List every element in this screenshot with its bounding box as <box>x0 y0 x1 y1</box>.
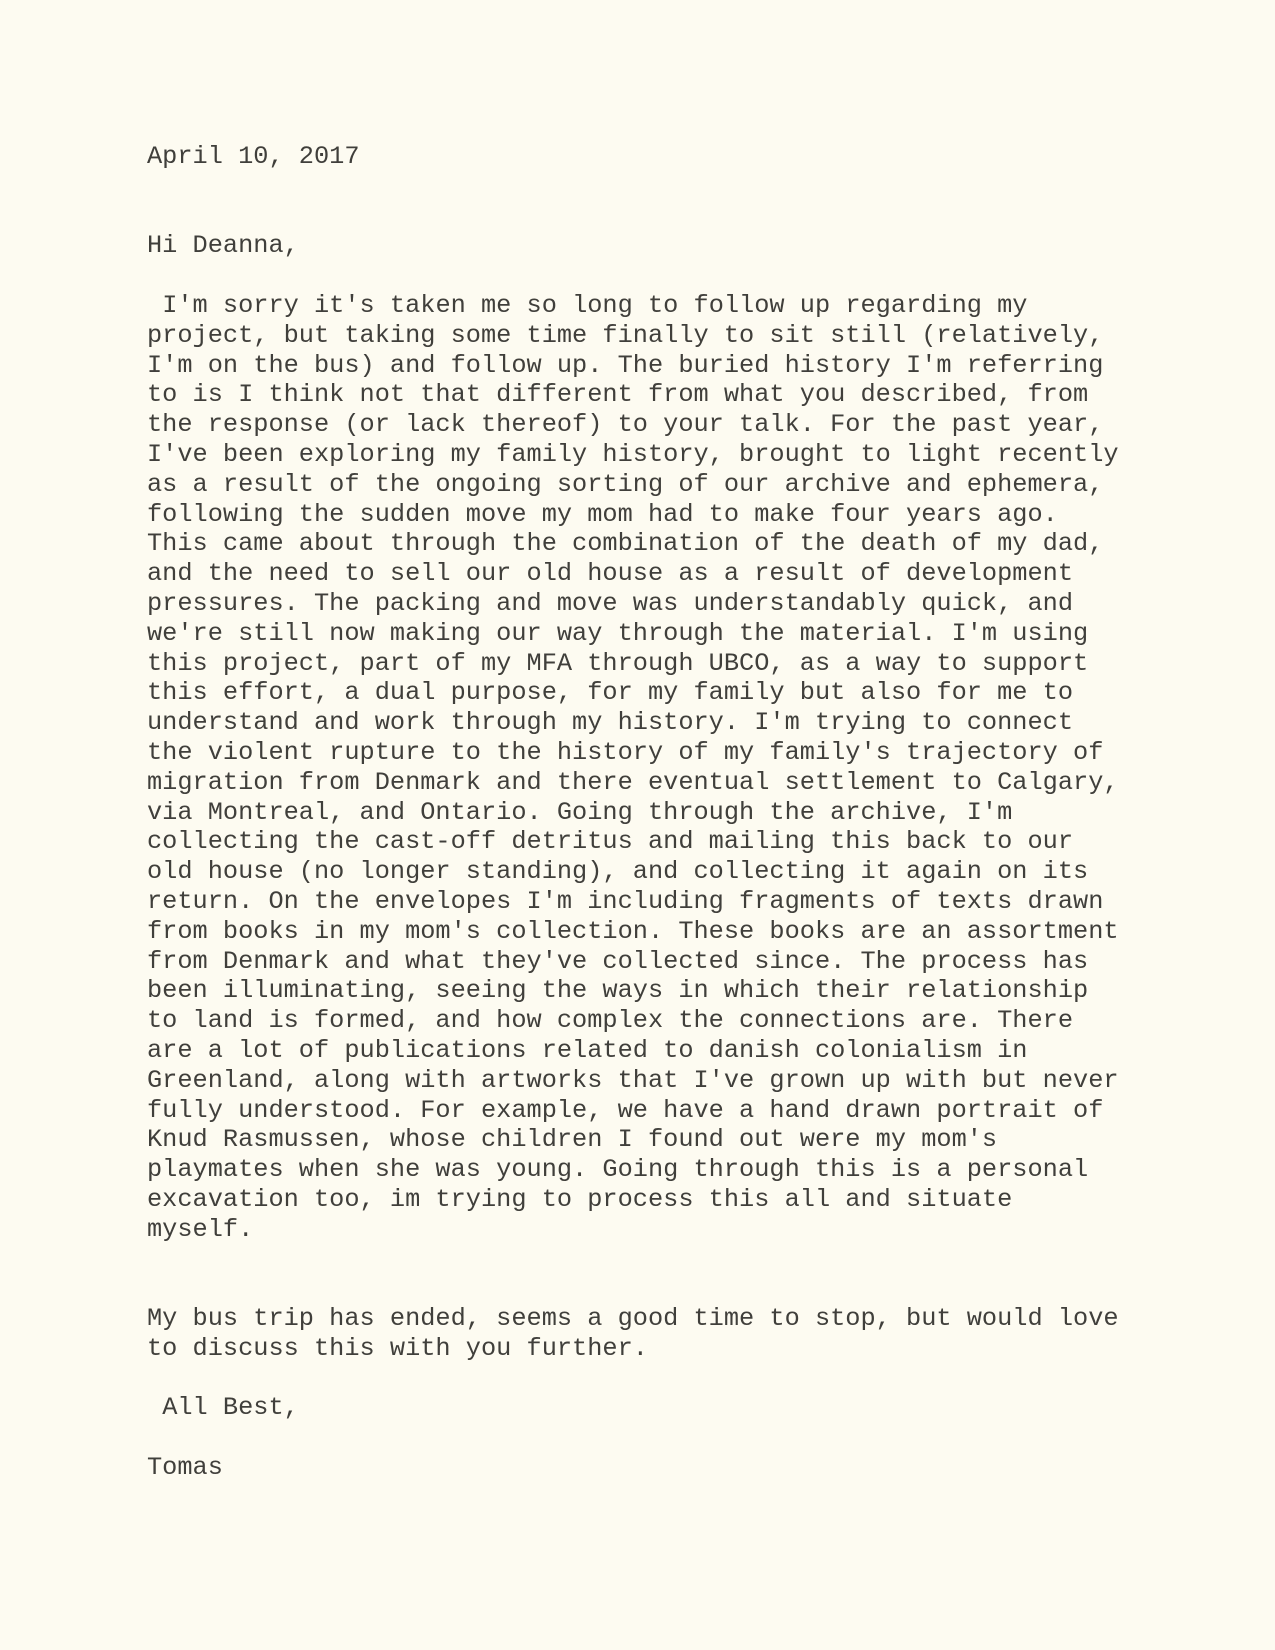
spacer <box>147 261 1245 291</box>
letter-date: April 10, 2017 <box>147 142 360 171</box>
spacer <box>147 1244 1245 1304</box>
spacer <box>147 1423 1245 1453</box>
letter-greeting: Hi Deanna, <box>147 231 299 261</box>
letter-body: I'm sorry it's taken me so long to follow up regarding my project, but taking some time finally to sit still (relatively, I'm on the bus) and follow up. The buried history I'm referring to is I think not that different from what you described, from the response (or lack thereof) to your talk. For the past year, I've been exploring my family history, brought to light recently as a result of the ongoing sorting of our archive and ephemera, following the sudden move my mom had to make four years ago. This came about through the combination of the death of my dad, and the need to sell our old house as a result of development pressures. The packing and move was understandably quick, and we're still now making our way through the material. I'm using this project, part of my MFA through UBCO, as a way to support this effort, a dual purpose, for my family but also for me to understand and work through my history. I'm trying to connect the violent rupture to the history of my family's trajectory of migration from Denmark and there eventual settlement to Calgary, via Montreal, and Ontario. Going through the archive, I'm collecting the cast-off detritus and mailing this back to our old house (no longer standing), and collecting it again on its return. On the envelopes I'm including fragments of texts drawn from books in my mom's collection. These books are an assortment from Denmark and what they've collected since. The process has been illuminating, seeing the ways in which their relationship to land is formed, and how complex the connections are. There are a lot of publications related to danish colonialism in Greenland, along with artworks that I've grown up with but never fully understood. For example, we have a hand drawn portrait of Knud Rasmussen, whose children I found out were my mom's playmates when she was young. Going through this is a personal excavation too, im trying to process this all and situate myself. <box>147 290 1119 1244</box>
letter-postscript: My bus trip has ended, seems a good time to stop, but would love to discuss this with you further. <box>147 1304 1119 1363</box>
spacer <box>147 1364 1245 1394</box>
letter-page <box>147 142 1245 1483</box>
spacer <box>147 172 1245 232</box>
letter-closing: All Best, <box>147 1393 299 1423</box>
letter-signature: Tomas <box>147 1453 223 1483</box>
